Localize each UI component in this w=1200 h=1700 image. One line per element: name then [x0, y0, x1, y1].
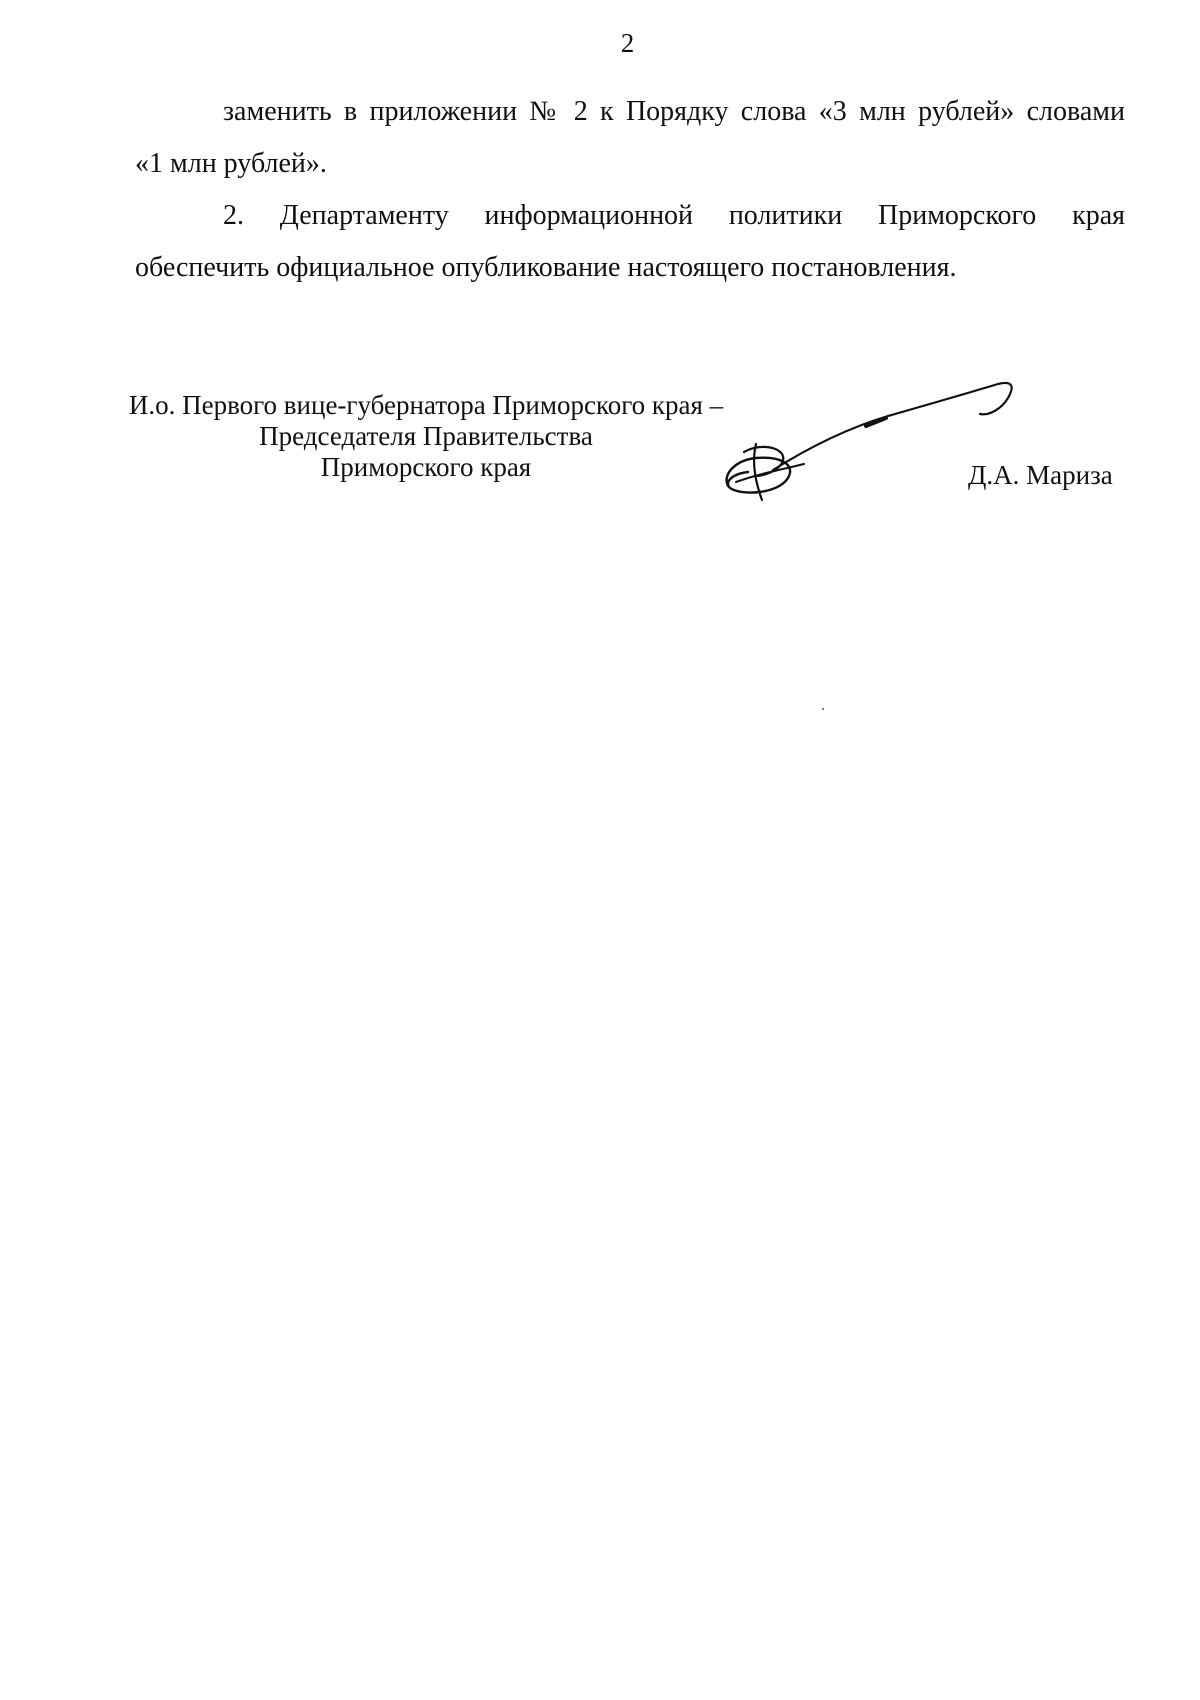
page-number: 2 [620, 28, 635, 58]
signature-curl [744, 447, 783, 476]
signature-long-stroke [773, 383, 1012, 470]
paragraph-2-line-2: обеспечить официальное опубликование настоящего постановления. [135, 252, 957, 283]
paragraph-1 [135, 86, 1125, 190]
signatory-position [96, 390, 756, 483]
paragraph-2 [135, 190, 1125, 294]
scan-speck [822, 708, 824, 710]
signer-name: Д.А. Мариза [968, 460, 1113, 490]
paragraph-1-line-1: заменить в приложении № 2 к Порядку слова «3 млн рублей» словами [223, 96, 1125, 127]
position-line-1: И.о. Первого вице-губернатора Приморского края – [128, 390, 724, 420]
paragraph-1-line-2: «1 млн рублей». [135, 148, 327, 179]
document-body [135, 86, 1125, 294]
paragraph-2-line-1: 2. Департаменту информационной политики Приморского края [223, 200, 1125, 231]
position-line-3: Приморского края [320, 452, 532, 482]
position-line-2: Председателя Правительства [259, 421, 593, 451]
